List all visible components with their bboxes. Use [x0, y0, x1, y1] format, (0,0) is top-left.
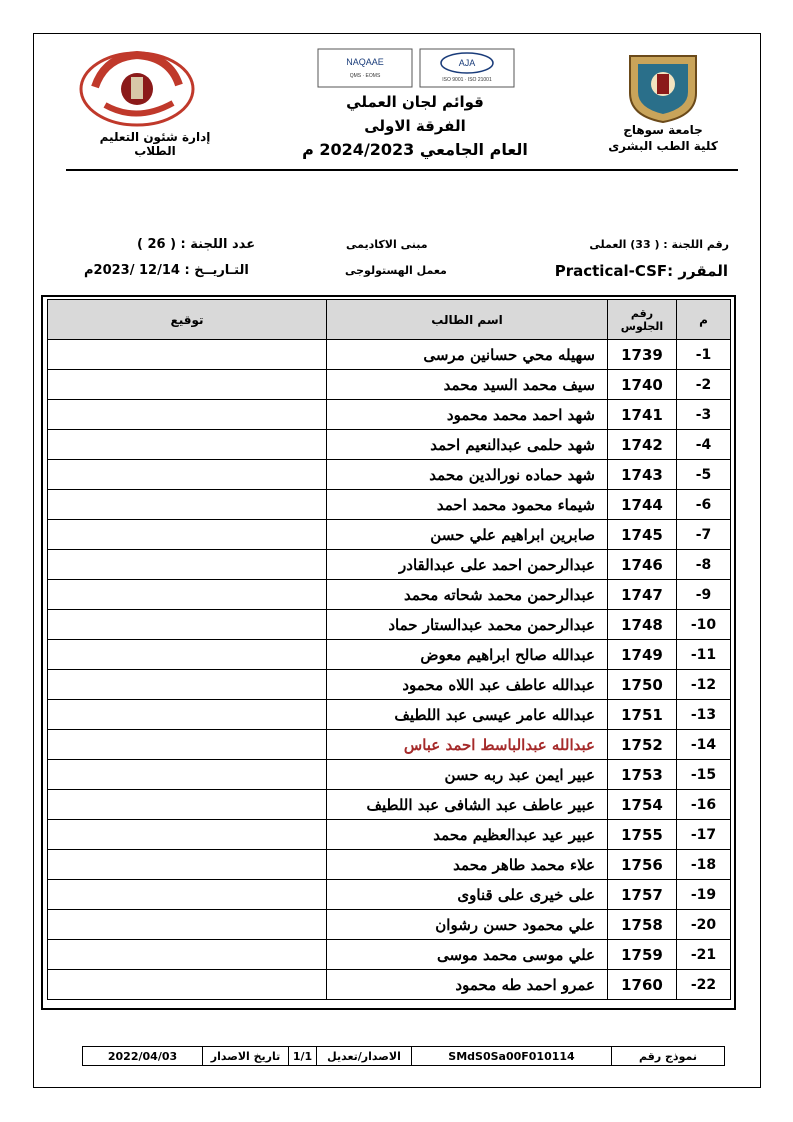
- seat-number: 1748: [608, 610, 677, 640]
- row-number: -6: [677, 490, 731, 520]
- table-row: [48, 700, 731, 730]
- student-name: على خيرى على قناوى: [327, 880, 608, 910]
- student-name: سهيله محي حسانين مرسى: [327, 340, 608, 370]
- table-row: [48, 640, 731, 670]
- signature-cell: [48, 520, 327, 550]
- form-footer: [82, 1046, 725, 1066]
- seat-number: 1739: [608, 340, 677, 370]
- seat-number: 1742: [608, 430, 677, 460]
- document-titles: [300, 90, 530, 162]
- seat-number: 1755: [608, 820, 677, 850]
- student-name: عبدالرحمن محمد عبدالستار حماد: [327, 610, 608, 640]
- student-name: شيماء محمود محمد احمد: [327, 490, 608, 520]
- table-row: [48, 970, 731, 1000]
- title-line-3: العام الجامعي 2024/2023 م: [302, 140, 528, 159]
- signature-cell: [48, 640, 327, 670]
- seat-number: 1757: [608, 880, 677, 910]
- table-row: [48, 370, 731, 400]
- row-number: -16: [677, 790, 731, 820]
- row-number: -8: [677, 550, 731, 580]
- lab-name: معمل الهستولوجى: [345, 264, 447, 277]
- table-row: [48, 850, 731, 880]
- seat-number: 1750: [608, 670, 677, 700]
- signature-cell: [48, 820, 327, 850]
- title-line-1: قوائم لجان العملي: [346, 93, 484, 111]
- row-number: -3: [677, 400, 731, 430]
- seat-number: 1744: [608, 490, 677, 520]
- row-number: -18: [677, 850, 731, 880]
- university-name-block: [608, 122, 718, 154]
- row-number: -19: [677, 880, 731, 910]
- title-line-2: الفرقة الاولى: [364, 117, 466, 135]
- seat-number: 1741: [608, 400, 677, 430]
- header-divider: [66, 169, 738, 171]
- row-number: -7: [677, 520, 731, 550]
- table-body: [48, 340, 731, 1000]
- version-label: الاصدار/تعديل: [316, 1047, 411, 1065]
- table-row: [48, 580, 731, 610]
- table-row: [48, 430, 731, 460]
- table-row: [48, 910, 731, 940]
- form-number: SMdS0Sa00F010114: [411, 1047, 611, 1065]
- student-name: سيف محمد السيد محمد: [327, 370, 608, 400]
- table-row: [48, 940, 731, 970]
- signature-cell: [48, 850, 327, 880]
- seat-number: 1747: [608, 580, 677, 610]
- building-name: مبنى الاكاديمى: [346, 238, 428, 251]
- student-name: علي موسى محمد موسى: [327, 940, 608, 970]
- course-name: المقرر :Practical-CSF: [554, 262, 728, 280]
- seat-number: 1743: [608, 460, 677, 490]
- signature-cell: [48, 970, 327, 1000]
- signature-cell: [48, 580, 327, 610]
- table-row: [48, 880, 731, 910]
- committee-number: رقم اللجنة : ( 33) العملى: [589, 238, 729, 251]
- signature-cell: [48, 880, 327, 910]
- table-row: [48, 790, 731, 820]
- signature-cell: [48, 490, 327, 520]
- form-number-label: نموذج رقم: [611, 1047, 724, 1065]
- signature-cell: [48, 400, 327, 430]
- row-number: -9: [677, 580, 731, 610]
- row-number: -14: [677, 730, 731, 760]
- students-table-frame: [41, 295, 736, 1010]
- header-seat: رقم الجلوس: [608, 300, 677, 340]
- seat-number: 1749: [608, 640, 677, 670]
- table-header-row: [48, 300, 731, 340]
- signature-cell: [48, 730, 327, 760]
- seat-number: 1754: [608, 790, 677, 820]
- seat-number: 1752: [608, 730, 677, 760]
- university-name: جامعة سوهاج: [623, 123, 703, 137]
- student-name: عمرو احمد طه محمود: [327, 970, 608, 1000]
- signature-cell: [48, 940, 327, 970]
- table-row: [48, 610, 731, 640]
- admin-label: إدارة شئون التعليم الطلاب: [99, 130, 211, 158]
- student-name: عبير عاطف عبد الشافى عبد اللطيف: [327, 790, 608, 820]
- row-number: -11: [677, 640, 731, 670]
- table-row: [48, 340, 731, 370]
- signature-cell: [48, 670, 327, 700]
- student-name: عبدالله عامر عيسى عبد اللطيف: [327, 700, 608, 730]
- header-no: م: [677, 300, 731, 340]
- table-row: [48, 670, 731, 700]
- row-number: -1: [677, 340, 731, 370]
- row-number: -22: [677, 970, 731, 1000]
- signature-cell: [48, 430, 327, 460]
- table-row: [48, 520, 731, 550]
- signature-cell: [48, 610, 327, 640]
- signature-cell: [48, 550, 327, 580]
- svg-text:AJA: AJA: [458, 58, 476, 68]
- student-name: شهد حماده نورالدين محمد: [327, 460, 608, 490]
- svg-text:NAQAAE: NAQAAE: [346, 57, 384, 67]
- seat-number: 1745: [608, 520, 677, 550]
- seat-number: 1756: [608, 850, 677, 880]
- row-number: -21: [677, 940, 731, 970]
- signature-cell: [48, 790, 327, 820]
- certification-logos: [316, 47, 516, 89]
- row-number: -12: [677, 670, 731, 700]
- committee-count: عدد اللجنة : ( 26 ): [137, 237, 256, 252]
- table-row: [48, 550, 731, 580]
- seat-number: 1758: [608, 910, 677, 940]
- seat-number: 1751: [608, 700, 677, 730]
- row-number: -20: [677, 910, 731, 940]
- table-row: [48, 820, 731, 850]
- row-number: -2: [677, 370, 731, 400]
- table-row: [48, 490, 731, 520]
- signature-cell: [48, 760, 327, 790]
- svg-text:ISO 9001 · ISO 21001: ISO 9001 · ISO 21001: [442, 77, 492, 83]
- student-name: عبدالله عبدالباسط احمد عباس: [327, 730, 608, 760]
- student-name: عبير عيد عبدالعظيم محمد: [327, 820, 608, 850]
- student-affairs-logo: [75, 47, 200, 127]
- student-name: علي محمود حسن رشوان: [327, 910, 608, 940]
- header-signature: توقيع: [48, 300, 327, 340]
- table-row: [48, 460, 731, 490]
- seat-number: 1753: [608, 760, 677, 790]
- issue-date-label: تاريخ الاصدار: [202, 1047, 288, 1065]
- version-value: 1/1: [288, 1047, 316, 1065]
- row-number: -4: [677, 430, 731, 460]
- signature-cell: [48, 460, 327, 490]
- signature-cell: [48, 370, 327, 400]
- seat-number: 1746: [608, 550, 677, 580]
- seat-number: 1740: [608, 370, 677, 400]
- faculty-name: كلية الطب البشرى: [608, 139, 718, 153]
- row-number: -13: [677, 700, 731, 730]
- row-number: -15: [677, 760, 731, 790]
- header-name: اسم الطالب: [327, 300, 608, 340]
- row-number: -10: [677, 610, 731, 640]
- exam-date: التـاريــخ : 12/14 /2023م: [84, 263, 249, 278]
- students-table: [47, 299, 731, 1000]
- university-logo: [624, 48, 702, 123]
- student-name: علاء محمد طاهر محمد: [327, 850, 608, 880]
- student-name: عبدالله صالح ابراهيم معوض: [327, 640, 608, 670]
- issue-date: 2022/04/03: [107, 1049, 178, 1063]
- signature-cell: [48, 340, 327, 370]
- table-row: [48, 730, 731, 760]
- table-row: [48, 400, 731, 430]
- svg-text:QMS · EOMS: QMS · EOMS: [349, 73, 381, 79]
- student-name: عبدالرحمن محمد شحاته محمد: [327, 580, 608, 610]
- student-name: شهد احمد محمد محمود: [327, 400, 608, 430]
- student-name: عبدالله عاطف عبد اللاه محمود: [327, 670, 608, 700]
- seat-number: 1759: [608, 940, 677, 970]
- row-number: -5: [677, 460, 731, 490]
- table-row: [48, 760, 731, 790]
- seat-number: 1760: [608, 970, 677, 1000]
- student-name: صابرين ابراهيم علي حسن: [327, 520, 608, 550]
- row-number: -17: [677, 820, 731, 850]
- student-name: شهد حلمى عبدالنعيم احمد: [327, 430, 608, 460]
- student-name: عبير ايمن عبد ربه حسن: [327, 760, 608, 790]
- signature-cell: [48, 700, 327, 730]
- student-name: عبدالرحمن احمد على عبدالقادر: [327, 550, 608, 580]
- signature-cell: [48, 910, 327, 940]
